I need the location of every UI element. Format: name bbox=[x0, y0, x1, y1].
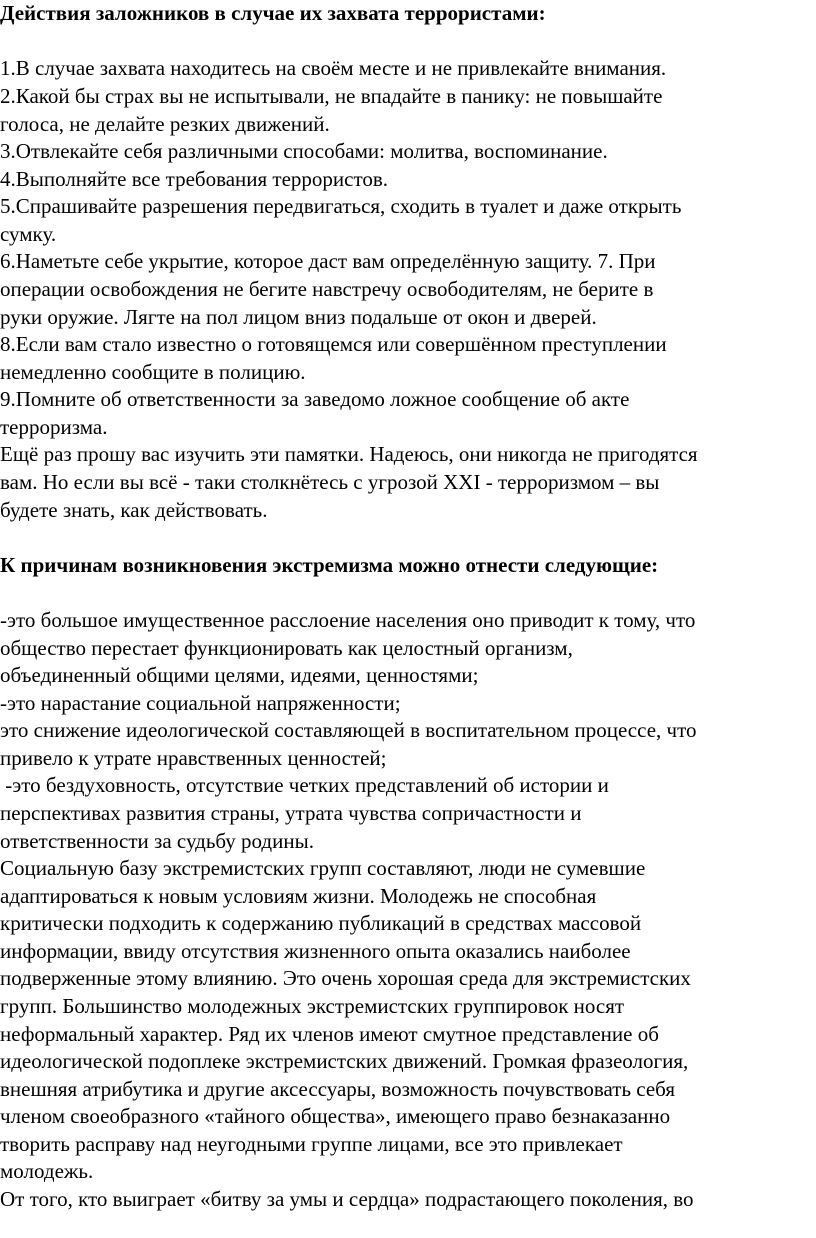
text-line: творить расправу над неугодными группе лицами, все это привлекает bbox=[0, 1132, 623, 1156]
text-line: От того, кто выиграет «битву за умы и сердца» подрастающего поколения, во bbox=[0, 1187, 694, 1211]
text-line: групп. Большинство молодежных экстремистских группировок носят bbox=[0, 994, 625, 1018]
text-line: ответственности за судьбу родины. bbox=[0, 829, 314, 853]
text-line: 4.Выполняйте все требования террористов. bbox=[0, 167, 389, 191]
text-line: -это бездуховность, отсутствие четких представлений об истории и bbox=[0, 773, 609, 797]
text-line: 6.Наметьте себе укрытие, которое даст вам определённую защиту. 7. При bbox=[0, 249, 656, 273]
text-line: общество перестает функционировать как целостный организм, bbox=[0, 636, 573, 660]
text-line: -это нарастание социальной напряженности; bbox=[0, 691, 401, 715]
text-line: 5.Спрашивайте разрешения передвигаться, сходить в туалет и даже открыть bbox=[0, 194, 682, 218]
text-line: голоса, не делайте резких движений. bbox=[0, 112, 330, 136]
text-line: руки оружие. Лягте на пол лицом вниз подальше от окон и дверей. bbox=[0, 305, 597, 329]
text-line: членом своеобразного «тайного общества», имеющего право безнаказанно bbox=[0, 1104, 671, 1128]
text-line: это снижение идеологической составляющей в воспитательном процессе, что bbox=[0, 718, 697, 742]
text-line: 9.Помните об ответственности за заведомо ложное сообщение об акте bbox=[0, 387, 630, 411]
text-line: Ещё раз прошу вас изучить эти памятки. Надеюсь, они никогда не пригодятся bbox=[0, 442, 698, 466]
text-line: критически подходить к содержанию публикаций в средствах массовой bbox=[0, 911, 642, 935]
text-line: объединенный общими целями, идеями, ценностями; bbox=[0, 663, 479, 687]
text-line: сумку. bbox=[0, 222, 57, 246]
text-line: подверженные этому влиянию. Это очень хорошая среда для экстремистских bbox=[0, 966, 691, 990]
text-line: операции освобождения не бегите навстречу освободителям, не берите в bbox=[0, 277, 654, 301]
text-line: 8.Если вам стало известно о готовящемся или совершённом преступлении bbox=[0, 332, 667, 356]
heading-extremism-causes: К причинам возникновения экстремизма можно отнести следующие: bbox=[0, 553, 659, 577]
text-line: внешняя атрибутика и другие аксессуары, возможность почувствовать себя bbox=[0, 1077, 676, 1101]
text-line: 2.Какой бы страх вы не испытывали, не впадайте в панику: не повышайте bbox=[0, 84, 663, 108]
text-line: 1.В случае захвата находитесь на своём месте и не привлекайте внимания. bbox=[0, 56, 667, 80]
text-line: -это большое имущественное расслоение населения оно приводит к тому, что bbox=[0, 608, 696, 632]
heading-hostage-actions: Действия заложников в случае их захвата террористами: bbox=[0, 1, 546, 25]
text-line: адаптироваться к новым условиям жизни. Молодежь не способная bbox=[0, 884, 597, 908]
text-line: неформальный характер. Ряд их членов имеют смутное представление об bbox=[0, 1022, 659, 1046]
text-line: информации, ввиду отсутствия жизненного опыта оказались наиболее bbox=[0, 939, 631, 963]
text-line: молодежь. bbox=[0, 1159, 94, 1183]
text-line: будете знать, как действовать. bbox=[0, 498, 268, 522]
text-line: перспективах развития страны, утрата чувства сопричастности и bbox=[0, 801, 582, 825]
text-line: идеологической подоплеке экстремистских движений. Громкая фразеология, bbox=[0, 1049, 689, 1073]
text-line: Социальную базу экстремистских групп составляют, люди не сумевшие bbox=[0, 856, 646, 880]
text-line: терроризма. bbox=[0, 415, 108, 439]
text-line: 3.Отвлекайте себя различными способами: молитва, воспоминание. bbox=[0, 139, 608, 163]
text-line: немедленно сообщите в полицию. bbox=[0, 360, 306, 384]
text-line: вам. Но если вы всё - таки столкнётесь с угрозой XXI - терроризмом – вы bbox=[0, 470, 660, 494]
text-line: привело к утрате нравственных ценностей; bbox=[0, 746, 387, 770]
